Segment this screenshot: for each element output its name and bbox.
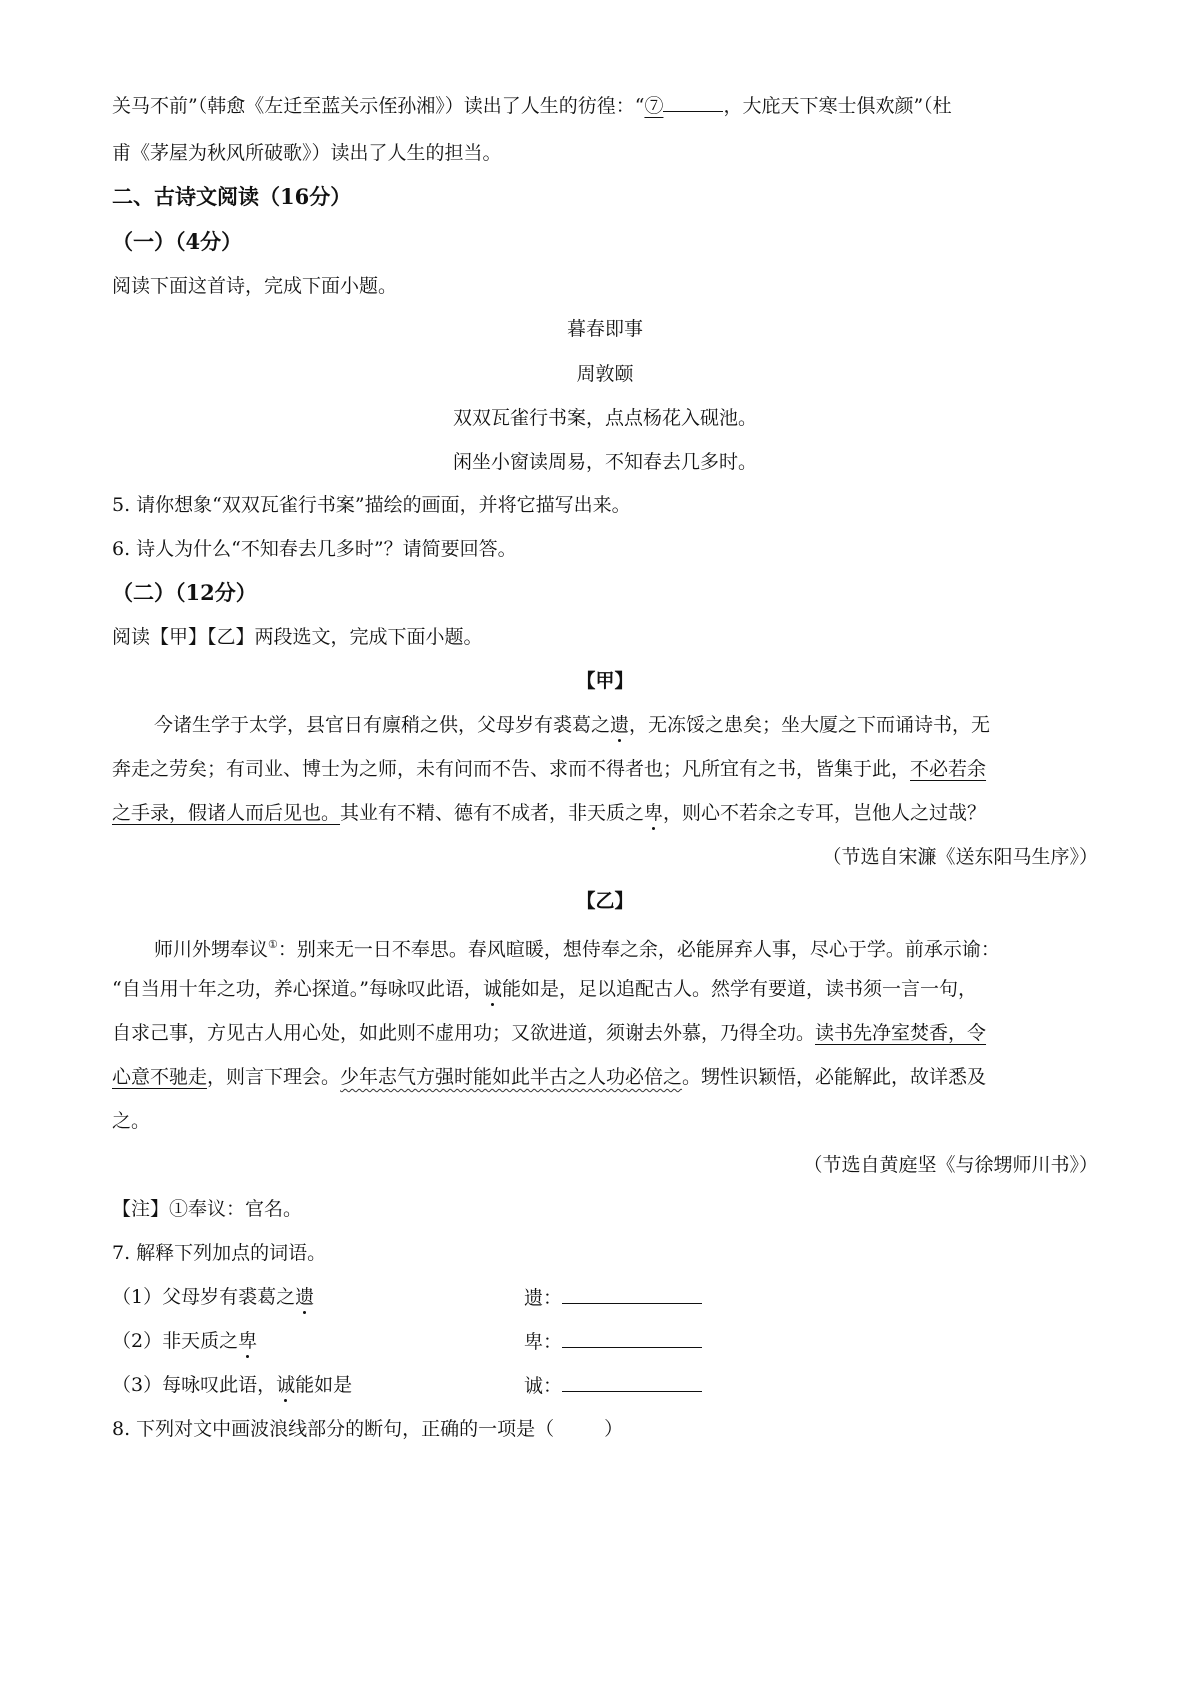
yi-text: ：别来无一日不奉思。春风暄暖，想侍奉之余，必能屏弃人事，尽心于学。前承示谕： bbox=[277, 938, 1000, 961]
poem-title: 暮春即事 bbox=[566, 318, 643, 340]
q8-text: 8. 下列对文中画波浪线部分的断句，正确的一项是（ bbox=[112, 1418, 555, 1440]
poem-line-2: 闲坐小窗读周易，不知春去几多时。 bbox=[452, 451, 757, 473]
jia-label: 【甲】 bbox=[576, 670, 634, 692]
yi-line-5: 之。 bbox=[112, 1110, 151, 1132]
q8-text: ） bbox=[604, 1418, 624, 1440]
poem-line-1: 双双瓦雀行书案，点点杨花入砚池。 bbox=[452, 407, 757, 429]
q7-answer-label: 遗： bbox=[524, 1287, 563, 1309]
jia-text: 其业有不精、德有不成者，非天质之 bbox=[340, 802, 645, 824]
q7-item-text: 能如是 bbox=[295, 1374, 353, 1396]
jia-text: 今诸生学于太学，县官日有廪稍之供，父母岁有裘葛之 bbox=[154, 714, 611, 736]
q7-answer-label: 卑： bbox=[524, 1331, 563, 1353]
footnote-mark: ① bbox=[268, 938, 278, 951]
jia-text: 奔走之劳矣；有司业、博士为之师，未有问而不告、求而不得者也；凡所宜有之书，皆集于此， bbox=[112, 758, 911, 780]
intro-text: ，大庇天下寒士俱欢颜”（杜 bbox=[723, 95, 952, 117]
jia-line-3 bbox=[112, 797, 1098, 829]
dotted-word: 卑 bbox=[238, 1330, 258, 1352]
q7-item-2 bbox=[112, 1325, 1098, 1357]
q7-answer-blank-1[interactable] bbox=[562, 1281, 702, 1304]
part-1-instruction: 阅读下面这首诗，完成下面小题。 bbox=[112, 275, 398, 297]
yi-line-4 bbox=[112, 1061, 1098, 1093]
yi-line-2 bbox=[112, 973, 1098, 1005]
dotted-word: 遗 bbox=[295, 1286, 315, 1308]
jia-line-2 bbox=[112, 753, 1098, 785]
footnote: 【注】①奉议：官名。 bbox=[112, 1198, 303, 1220]
dotted-word: 诚 bbox=[276, 1374, 296, 1396]
jia-text: ，则心不若余之专耳，岂他人之过哉？ bbox=[663, 802, 987, 824]
yi-line-3 bbox=[112, 1017, 1098, 1049]
question-7: 7. 解释下列加点的词语。 bbox=[112, 1242, 327, 1264]
q7-item-1 bbox=[112, 1281, 1098, 1313]
section-2-title: 二、古诗文阅读（16分） bbox=[112, 184, 352, 209]
underlined-sentence: 心意不驰走 bbox=[112, 1066, 208, 1088]
jia-source: （节选自宋濂《送东阳马生序》） bbox=[822, 846, 1098, 868]
q7-answer-blank-2[interactable] bbox=[562, 1325, 702, 1348]
yi-line-1 bbox=[154, 929, 1098, 965]
q7-item-text: （1）父母岁有裘葛之 bbox=[112, 1286, 296, 1308]
yi-text: “自当用十年之功，养心探道。”每咏叹此语， bbox=[112, 978, 483, 1000]
intro-text: 关马不前”（韩愈《左迁至蓝关示侄孙湘》）读出了人生的彷徨：“ bbox=[112, 95, 645, 117]
underlined-sentence: 不必若余 bbox=[910, 758, 987, 780]
dotted-word-cheng: 诚 bbox=[482, 978, 502, 1000]
blank-marker-7: ⑦ bbox=[644, 95, 664, 117]
underlined-sentence: 读书先净室焚香，令 bbox=[815, 1022, 987, 1044]
q7-answer-blank-3[interactable] bbox=[562, 1369, 702, 1392]
intro-line-1 bbox=[112, 90, 1098, 122]
dotted-word-bei: 卑 bbox=[644, 802, 664, 824]
intro-line-2: 甫《茅屋为秋风所破歌》）读出了人生的担当。 bbox=[112, 142, 502, 164]
question-6: 6. 诗人为什么“不知春去几多时”？请简要回答。 bbox=[112, 538, 517, 560]
yi-text: ，则言下理会。 bbox=[207, 1066, 341, 1088]
dotted-word-yi: 遗 bbox=[610, 714, 630, 736]
underlined-sentence: 之手录，假诸人而后见也。 bbox=[112, 802, 341, 824]
q7-item-3 bbox=[112, 1369, 1098, 1401]
poem-author: 周敦颐 bbox=[576, 363, 634, 385]
yi-text: 。甥性识颖悟，必能解此，故详悉及 bbox=[682, 1066, 987, 1088]
wavy-underlined-sentence: 少年志气方强时能如此半古之人功必倍之 bbox=[340, 1066, 683, 1088]
question-8 bbox=[112, 1413, 1098, 1445]
yi-text: 自求己事，方见古人用心处，如此则不虚用功；又欲进道，须谢去外慕，乃得全功。 bbox=[112, 1022, 816, 1044]
question-5: 5. 请你想象“双双瓦雀行书案”描绘的画面，并将它描写出来。 bbox=[112, 494, 631, 516]
part-1-title: （一）（4分） bbox=[112, 229, 243, 254]
fill-blank-7[interactable] bbox=[663, 91, 723, 112]
q7-answer-label: 诚： bbox=[524, 1375, 563, 1397]
yi-label: 【乙】 bbox=[576, 890, 634, 912]
yi-text: 师川外甥奉议 bbox=[154, 938, 269, 961]
part-2-instruction: 阅读【甲】【乙】两段选文，完成下面小题。 bbox=[112, 626, 483, 648]
jia-line-1 bbox=[154, 709, 1098, 741]
q7-item-text: （2）非天质之 bbox=[112, 1330, 239, 1352]
q7-item-text: （3）每咏叹此语， bbox=[112, 1374, 277, 1396]
yi-source: （节选自黄庭坚《与徐甥师川书》） bbox=[803, 1154, 1098, 1176]
jia-text: ，无冻馁之患矣；坐大厦之下而诵诗书，无 bbox=[629, 714, 991, 736]
part-2-title: （二）（12分） bbox=[112, 580, 257, 605]
yi-text: 能如是，足以追配古人。然学有要道，读书须一言一句， bbox=[501, 978, 977, 1000]
